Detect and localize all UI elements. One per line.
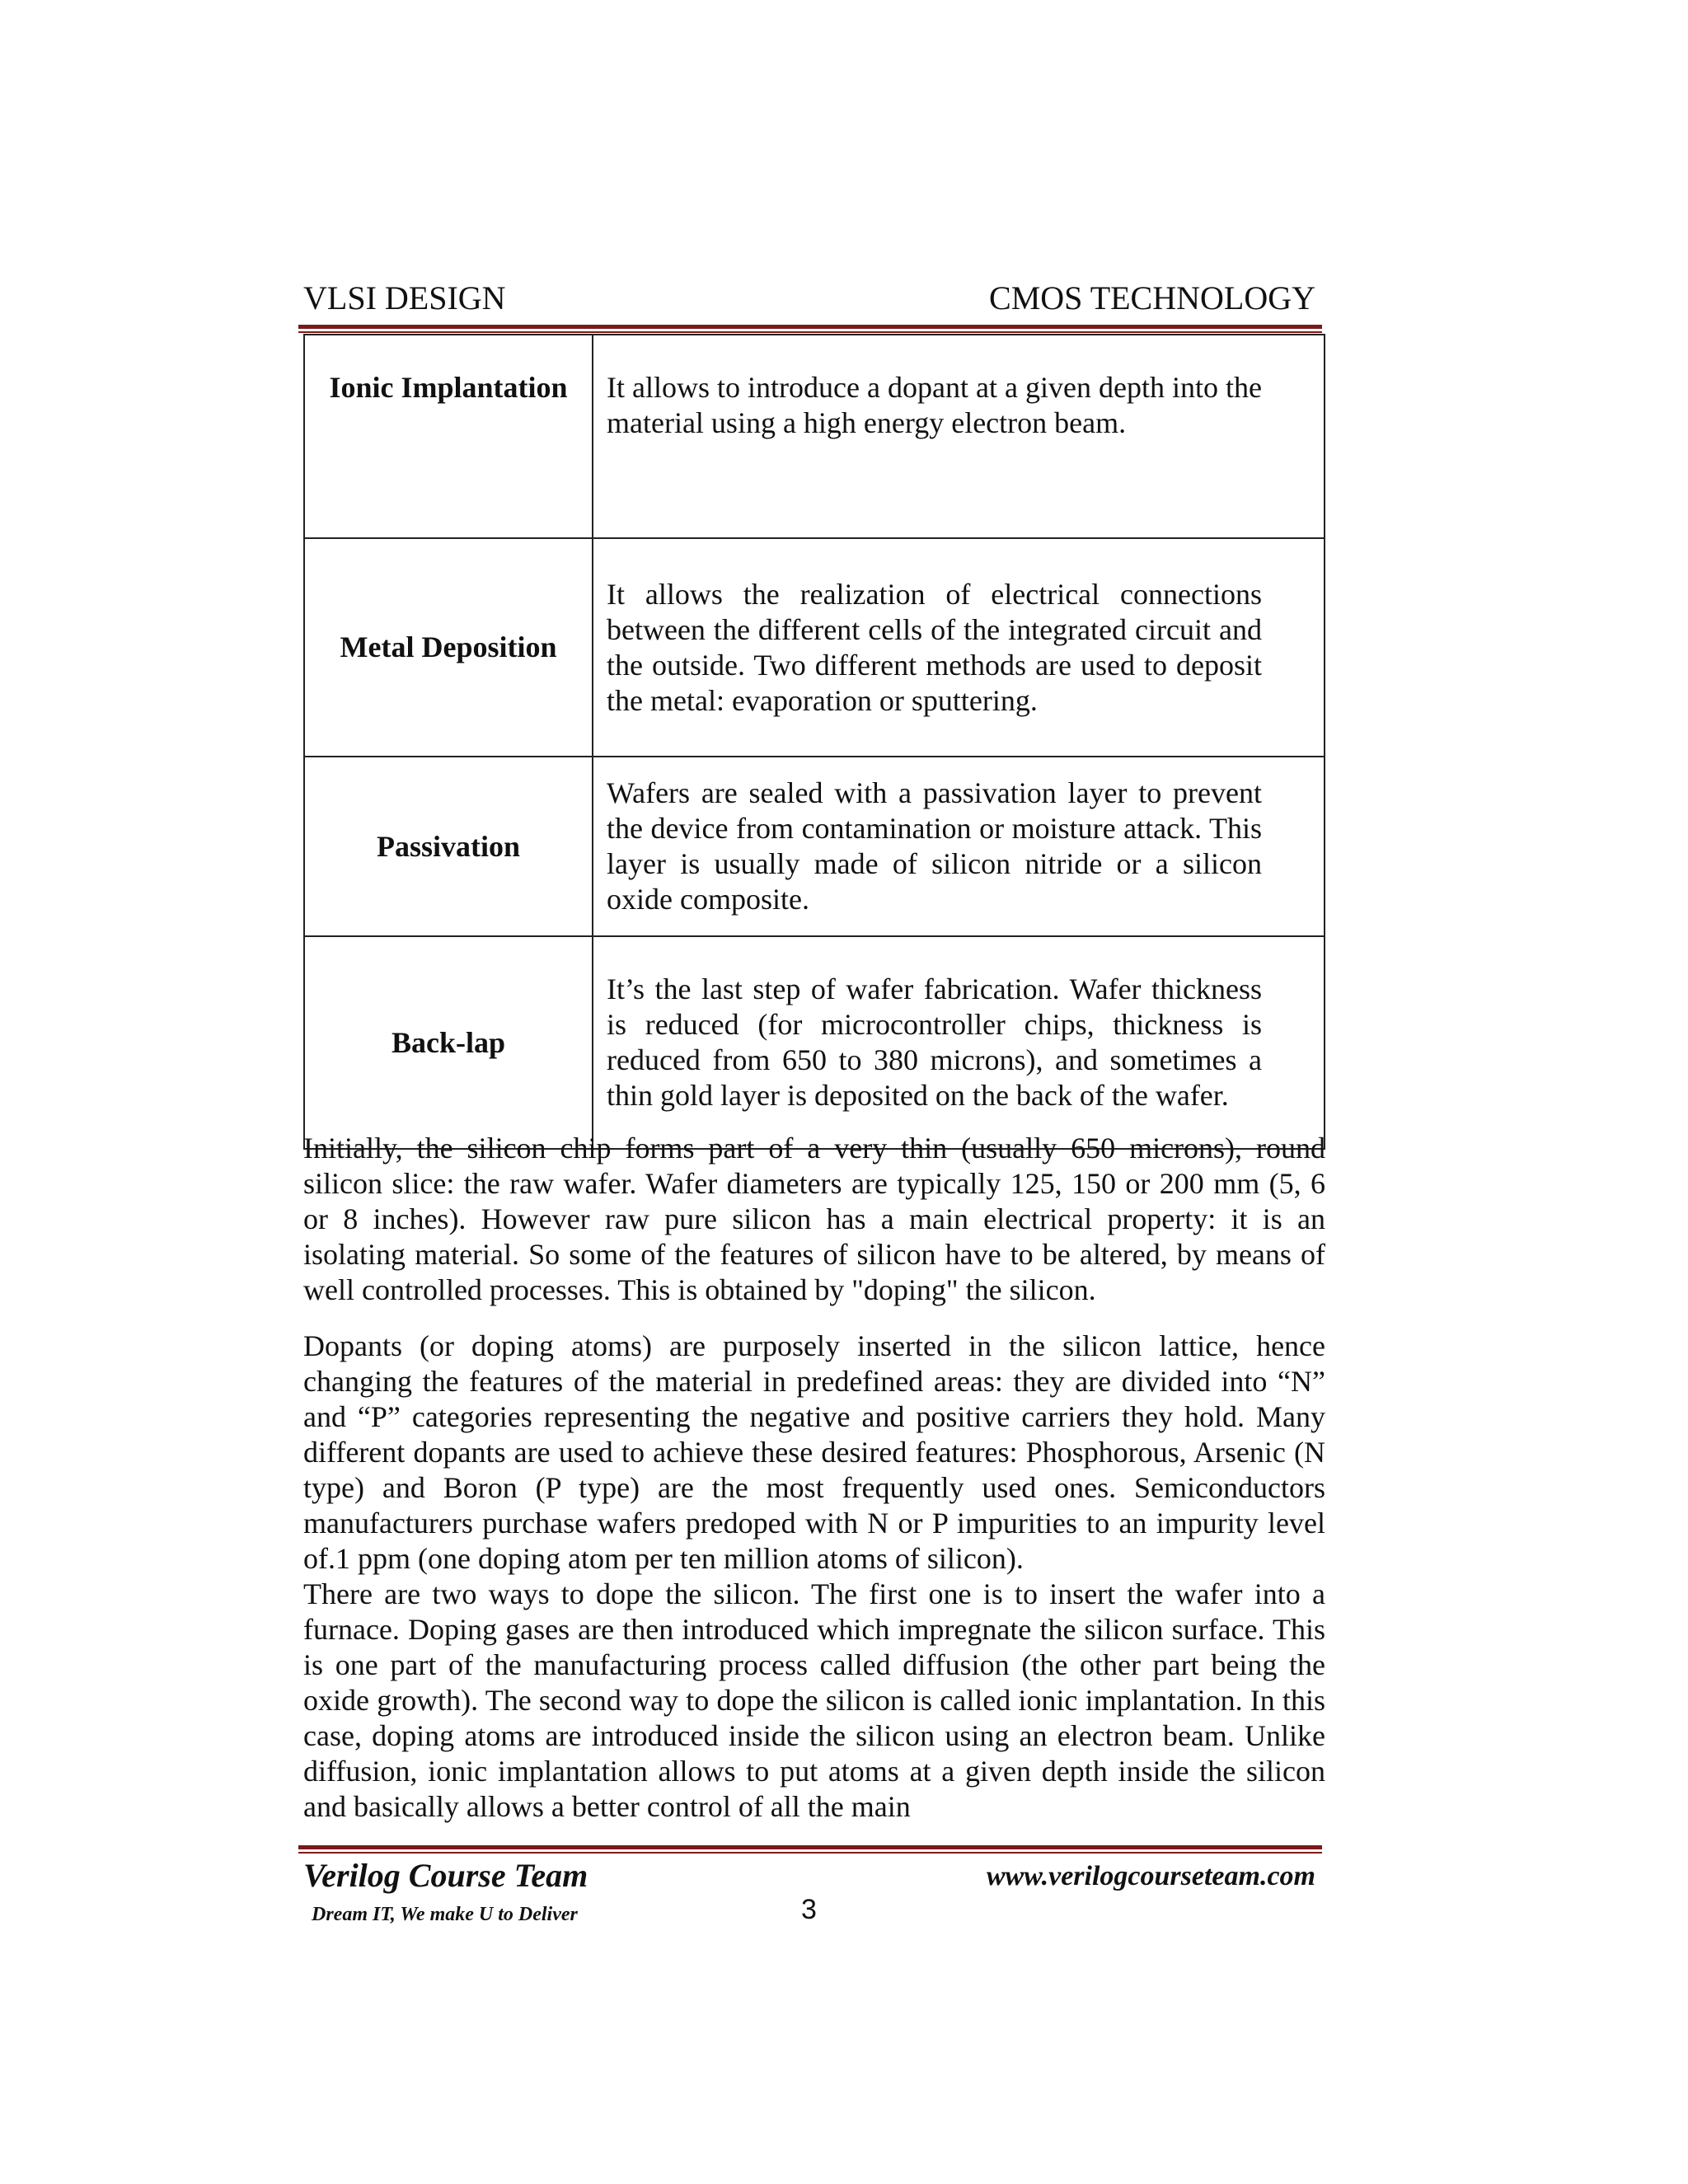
table-row: [304, 538, 1325, 757]
header-left-title: VLSI DESIGN: [303, 279, 506, 316]
header-rule: [298, 325, 1322, 333]
body-paragraph-doping: [303, 1329, 1325, 1825]
step-name: Ionic Implantation: [304, 335, 593, 538]
step-name: Back-lap: [304, 936, 593, 1149]
paragraph-text: Initially, the silicon chip forms part of a very thin (usually 650 microns), round silicon slice: the raw wafer. Wafer diameters are typically 125, 150 or 200 mm (5, 6 or 8 inches). However raw pure silicon has a main electrical property: it is an isolating material. So some of the features of silicon have to be altered, by means of well controlled processes. This is obtained by "doping" the silicon.: [303, 1132, 1325, 1306]
step-name: Passivation: [304, 757, 593, 936]
step-description: It’s the last step of wafer fabrication. Wafer thickness is reduced (for microcontroller chips, thickness is reduced from 650 to 380 microns), and sometimes a thin gold layer is deposited on the back of the wafer.: [593, 936, 1325, 1149]
header-right-title: CMOS TECHNOLOGY: [989, 279, 1315, 316]
footer-rule: [298, 1845, 1322, 1854]
page-header: [303, 280, 1315, 316]
table-row: [304, 936, 1325, 1149]
step-name: Metal Deposition: [304, 538, 593, 757]
footer-team-name: Verilog Course Team: [303, 1857, 588, 1894]
step-description: It allows the realization of electrical connections between the different cells of the integrated circuit and the outside. Two different methods are used to deposit the metal: evaporation or sputtering.: [593, 538, 1325, 757]
step-description: Wafers are sealed with a passivation layer to prevent the device from contamination or moisture attack. This layer is usually made of silicon nitride or a silicon oxide composite.: [593, 757, 1325, 936]
body-paragraph-wafer: [303, 1131, 1325, 1308]
table-row: [304, 335, 1325, 538]
paragraph-text: Dopants (or doping atoms) are purposely inserted in the silicon lattice, hence changing the features of the material in predefined areas: they are divided into “N” and “P” categories representing the negative and positive carriers they hold. Many different dopants are used to achieve these desired features: Phosphorous, Arsenic (N type) and Boron (P type) are the most frequently used ones. Semiconductors manufacturers purchase wafers predoped with N or P impurities to an impurity level of.1 ppm (one doping atom per ten million atoms of silicon).: [303, 1329, 1325, 1575]
footer-website-link[interactable]: www.verilogcourseteam.com: [986, 1861, 1315, 1891]
step-description: It allows to introduce a dopant at a given depth into the material using a high energy electron beam.: [593, 335, 1325, 538]
footer-tagline: Dream IT, We make U to Deliver: [312, 1904, 578, 1925]
page-number: 3: [801, 1894, 817, 1925]
table-row: [304, 757, 1325, 936]
paragraph-text: There are two ways to dope the silicon. The first one is to insert the wafer into a furnace. Doping gases are then introduced which impregnate the silicon surface. This is one part of the manufacturing process called diffusion (the other part being the oxide growth). The second way to dope the silicon is called ionic implantation. In this case, doping atoms are introduced inside the silicon using an electron beam. Unlike diffusion, ionic implantation allows to put atoms at a given depth inside the silicon and basically allows a better control of all the main: [303, 1577, 1325, 1823]
process-steps-table: [303, 334, 1325, 1150]
